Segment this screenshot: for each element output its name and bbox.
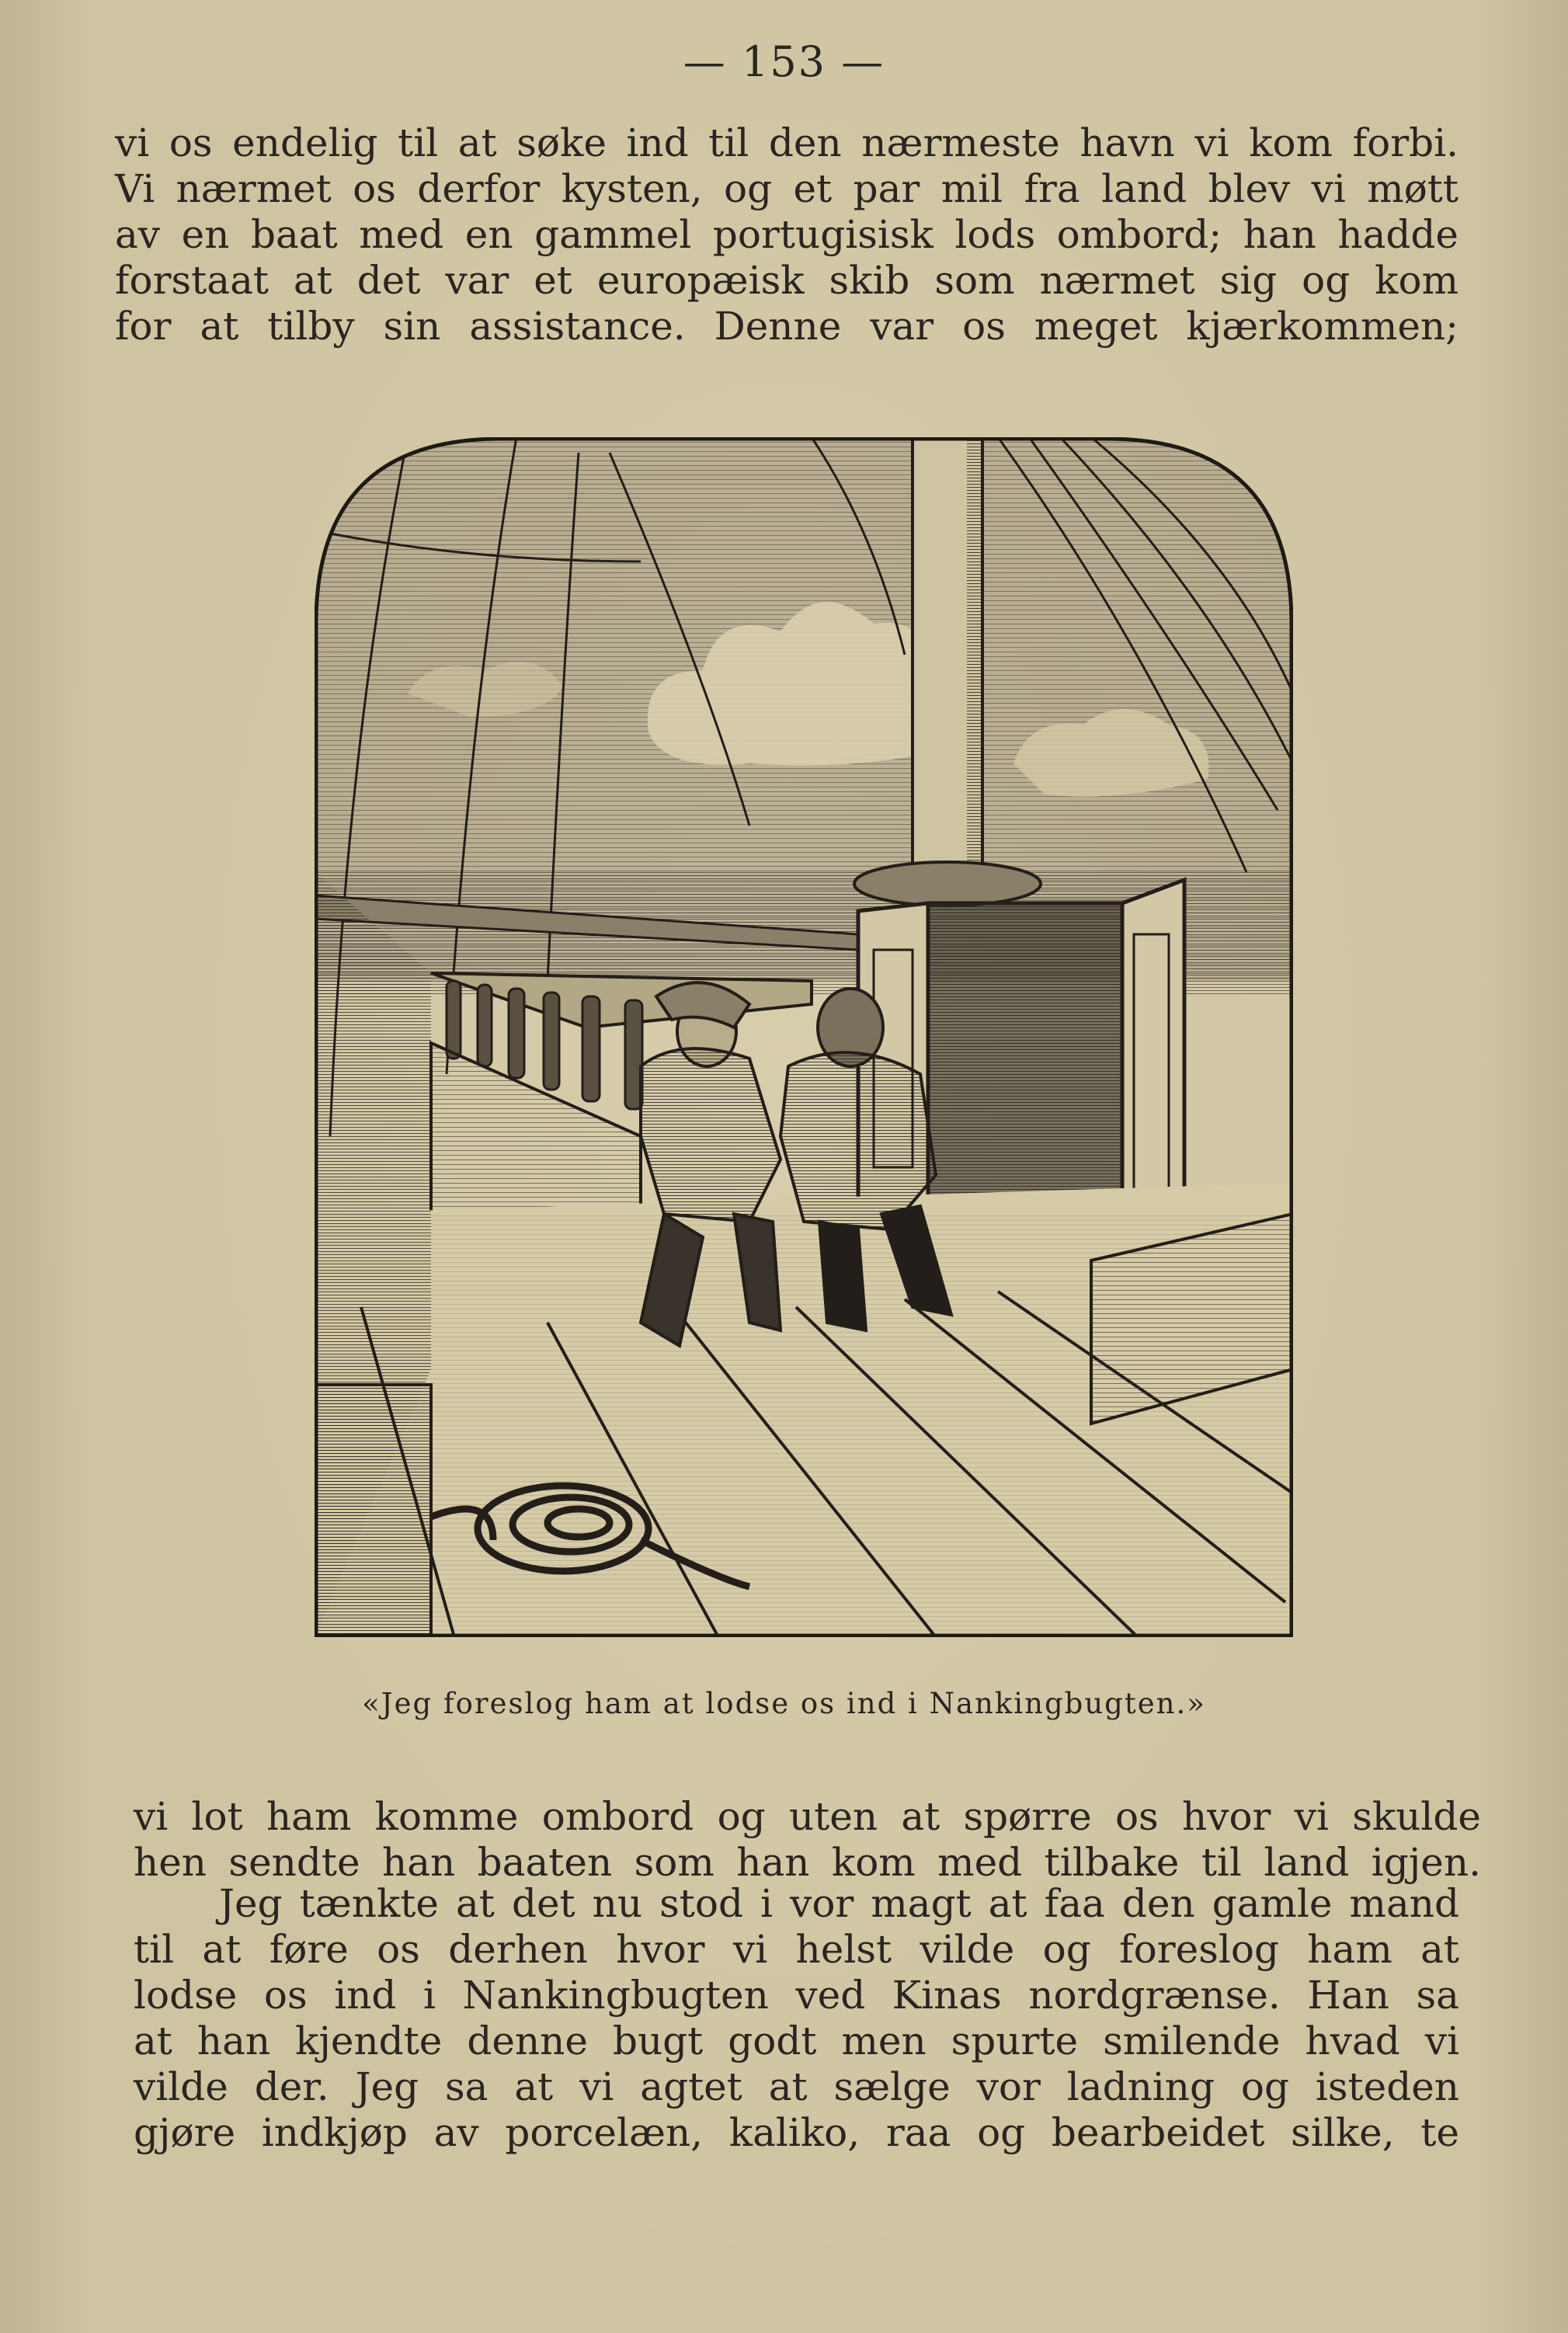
paragraph-top bbox=[115, 120, 1458, 349]
text-line: av en baat med en gammel portugisisk lods ombord; han hadde bbox=[115, 212, 1458, 257]
figure-caption: «Jeg foreslog ham at lodse os ind i Nankingbugten.» bbox=[362, 1687, 1206, 1720]
ship-deck-engraving bbox=[315, 437, 1293, 1637]
text-line: hen sendte han baaten som han kom med tilbake til land igjen. bbox=[134, 1840, 1481, 1885]
text-line: vi os endelig til at søke ind til den nærmeste havn vi kom forbi. bbox=[115, 120, 1458, 165]
text-line: vilde der. Jeg sa at vi agtet at sælge vor ladning og isteden bbox=[134, 2064, 1459, 2109]
page-number: — 153 — bbox=[683, 37, 885, 86]
paragraph-next bbox=[134, 1881, 1459, 2156]
paragraph-continued bbox=[134, 1794, 1481, 1886]
text-line: at han kjendte denne bugt godt men spurte smilende hvad vi bbox=[134, 2018, 1459, 2064]
text-line: Vi nærmet os derfor kysten, og et par mil fra land blev vi møtt bbox=[115, 166, 1458, 211]
text-line: til at føre os derhen hvor vi helst vilde og foreslog ham at bbox=[134, 1927, 1459, 1972]
text-line: Jeg tænkte at det nu stod i vor magt at faa den gamle mand bbox=[219, 1881, 1459, 1926]
text-line: forstaat at det var et europæisk skib som nærmet sig og kom bbox=[115, 258, 1458, 303]
engraving-illustration bbox=[315, 437, 1293, 1637]
text-line: for at tilby sin assistance. Denne var os meget kjærkommen; bbox=[115, 304, 1458, 349]
text-line: lodse os ind i Nankingbugten ved Kinas nordgrænse. Han sa bbox=[134, 1973, 1459, 2018]
text-line: gjøre indkjøp av porcelæn, kaliko, raa og bearbeidet silke, te bbox=[134, 2110, 1459, 2155]
text-line: vi lot ham komme ombord og uten at spørre os hvor vi skulde bbox=[134, 1794, 1481, 1839]
